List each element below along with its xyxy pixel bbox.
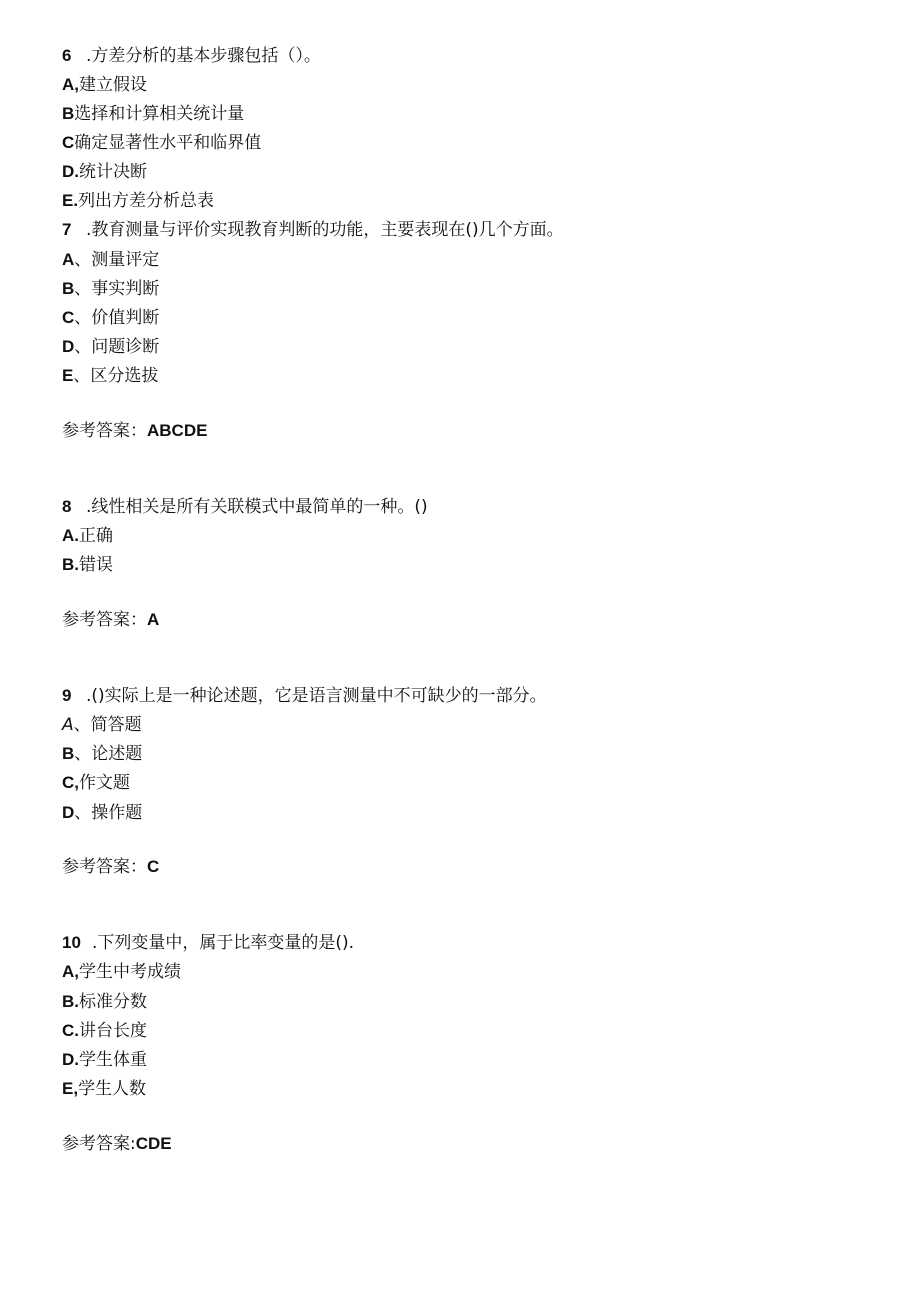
question-number: 7 [62,220,72,239]
question-9-stem [62,686,547,706]
question-10-option-e [62,1079,146,1099]
option-letter: A, [62,962,79,981]
option-letter: C [62,133,75,152]
option-letter: D. [62,1050,79,1069]
question-9-option-a [62,715,142,735]
question-text: .方差分析的基本步骤包括（）。 [86,46,321,66]
question-9-option-c [62,773,130,793]
question-number: 9 [62,686,72,705]
question-7-option-b [62,279,159,299]
question-9-answer [62,857,159,877]
answer-value: ABCDE [147,421,208,440]
question-8-option-b [62,555,113,575]
option-text: 讲台长度 [79,1021,147,1041]
option-text: 、操作题 [74,803,143,823]
answer-label: 参考答案： [62,610,147,630]
option-text: 学生体重 [79,1050,147,1070]
answer-value: A [147,610,160,629]
option-letter: A. [62,526,79,545]
question-8-stem [62,497,428,517]
option-text: 、测量评定 [74,250,160,270]
question-6-stem [62,46,321,66]
question-text: .教育测量与评价实现教育判断的功能，主要表现在()几个方面。 [86,220,564,240]
option-letter: D [62,803,75,822]
question-7-stem [62,220,564,240]
option-letter: E [62,366,74,385]
option-text: 、价值判断 [74,308,160,328]
option-letter: A [62,715,74,735]
question-6-option-a [62,75,147,95]
question-number: 10 [62,933,81,952]
option-letter: A, [62,75,79,94]
answer-label: 参考答案： [62,857,147,877]
option-text: 确定显著性水平和临界值 [74,133,262,153]
option-letter: D [62,337,75,356]
question-6-option-d [62,162,147,182]
question-8-option-a [62,526,113,546]
option-text: 标准分数 [79,992,147,1012]
option-letter: D. [62,162,79,181]
question-7-option-c [62,308,159,328]
question-10-option-b [62,992,147,1012]
question-6-option-e [62,191,214,211]
answer-value: C [147,857,160,876]
question-6-option-c [62,133,261,153]
option-text: 错误 [79,555,113,575]
question-9-option-b [62,744,142,764]
option-letter: C. [62,1021,79,1040]
question-7-option-e [62,366,158,386]
answer-label: 参考答案： [62,421,147,441]
question-7-answer [62,421,207,441]
answer-label: 参考答案: [62,1134,136,1154]
question-10-option-d [62,1050,147,1070]
option-text: 、区分选拔 [73,366,159,386]
option-text: 、简答题 [73,715,142,735]
option-letter: B [62,279,75,298]
option-text: 、论述题 [74,744,143,764]
option-letter: B [62,744,75,763]
option-letter: E, [62,1079,79,1098]
option-letter: B [62,104,75,123]
option-text: 、问题诊断 [74,337,160,357]
question-text: .下列变量中，属于比率变量的是(). [92,933,355,953]
option-text: 、事实判断 [74,279,160,299]
option-letter: A [62,250,75,269]
option-text: 选择和计算相关统计量 [74,104,245,124]
question-10-stem [62,933,354,953]
question-10-option-c [62,1021,147,1041]
question-number: 8 [62,497,72,516]
option-text: 建立假设 [79,75,147,95]
option-text: 作文题 [79,773,130,793]
option-letter: E. [62,191,79,210]
option-letter: C, [62,773,79,792]
option-letter: B. [62,992,79,1011]
option-letter: B. [62,555,79,574]
question-text: .线性相关是所有关联模式中最简单的一种。() [86,497,428,517]
option-text: 学生人数 [78,1079,147,1099]
question-10-option-a [62,962,181,982]
answer-value: CDE [135,1134,172,1153]
option-text: 列出方差分析总表 [78,191,215,211]
option-letter: C [62,308,75,327]
question-10-answer [62,1134,172,1154]
question-text: .()实际上是一种论述题，它是语言测量中不可缺少的一部分。 [86,686,547,706]
question-7-option-d [62,337,159,357]
option-text: 学生中考成绩 [79,962,181,982]
question-6-option-b [62,104,244,124]
question-number: 6 [62,46,72,65]
option-text: 正确 [79,526,113,546]
question-7-option-a [62,250,159,270]
question-9-option-d [62,803,142,823]
question-8-answer [62,610,159,630]
option-text: 统计决断 [79,162,147,182]
